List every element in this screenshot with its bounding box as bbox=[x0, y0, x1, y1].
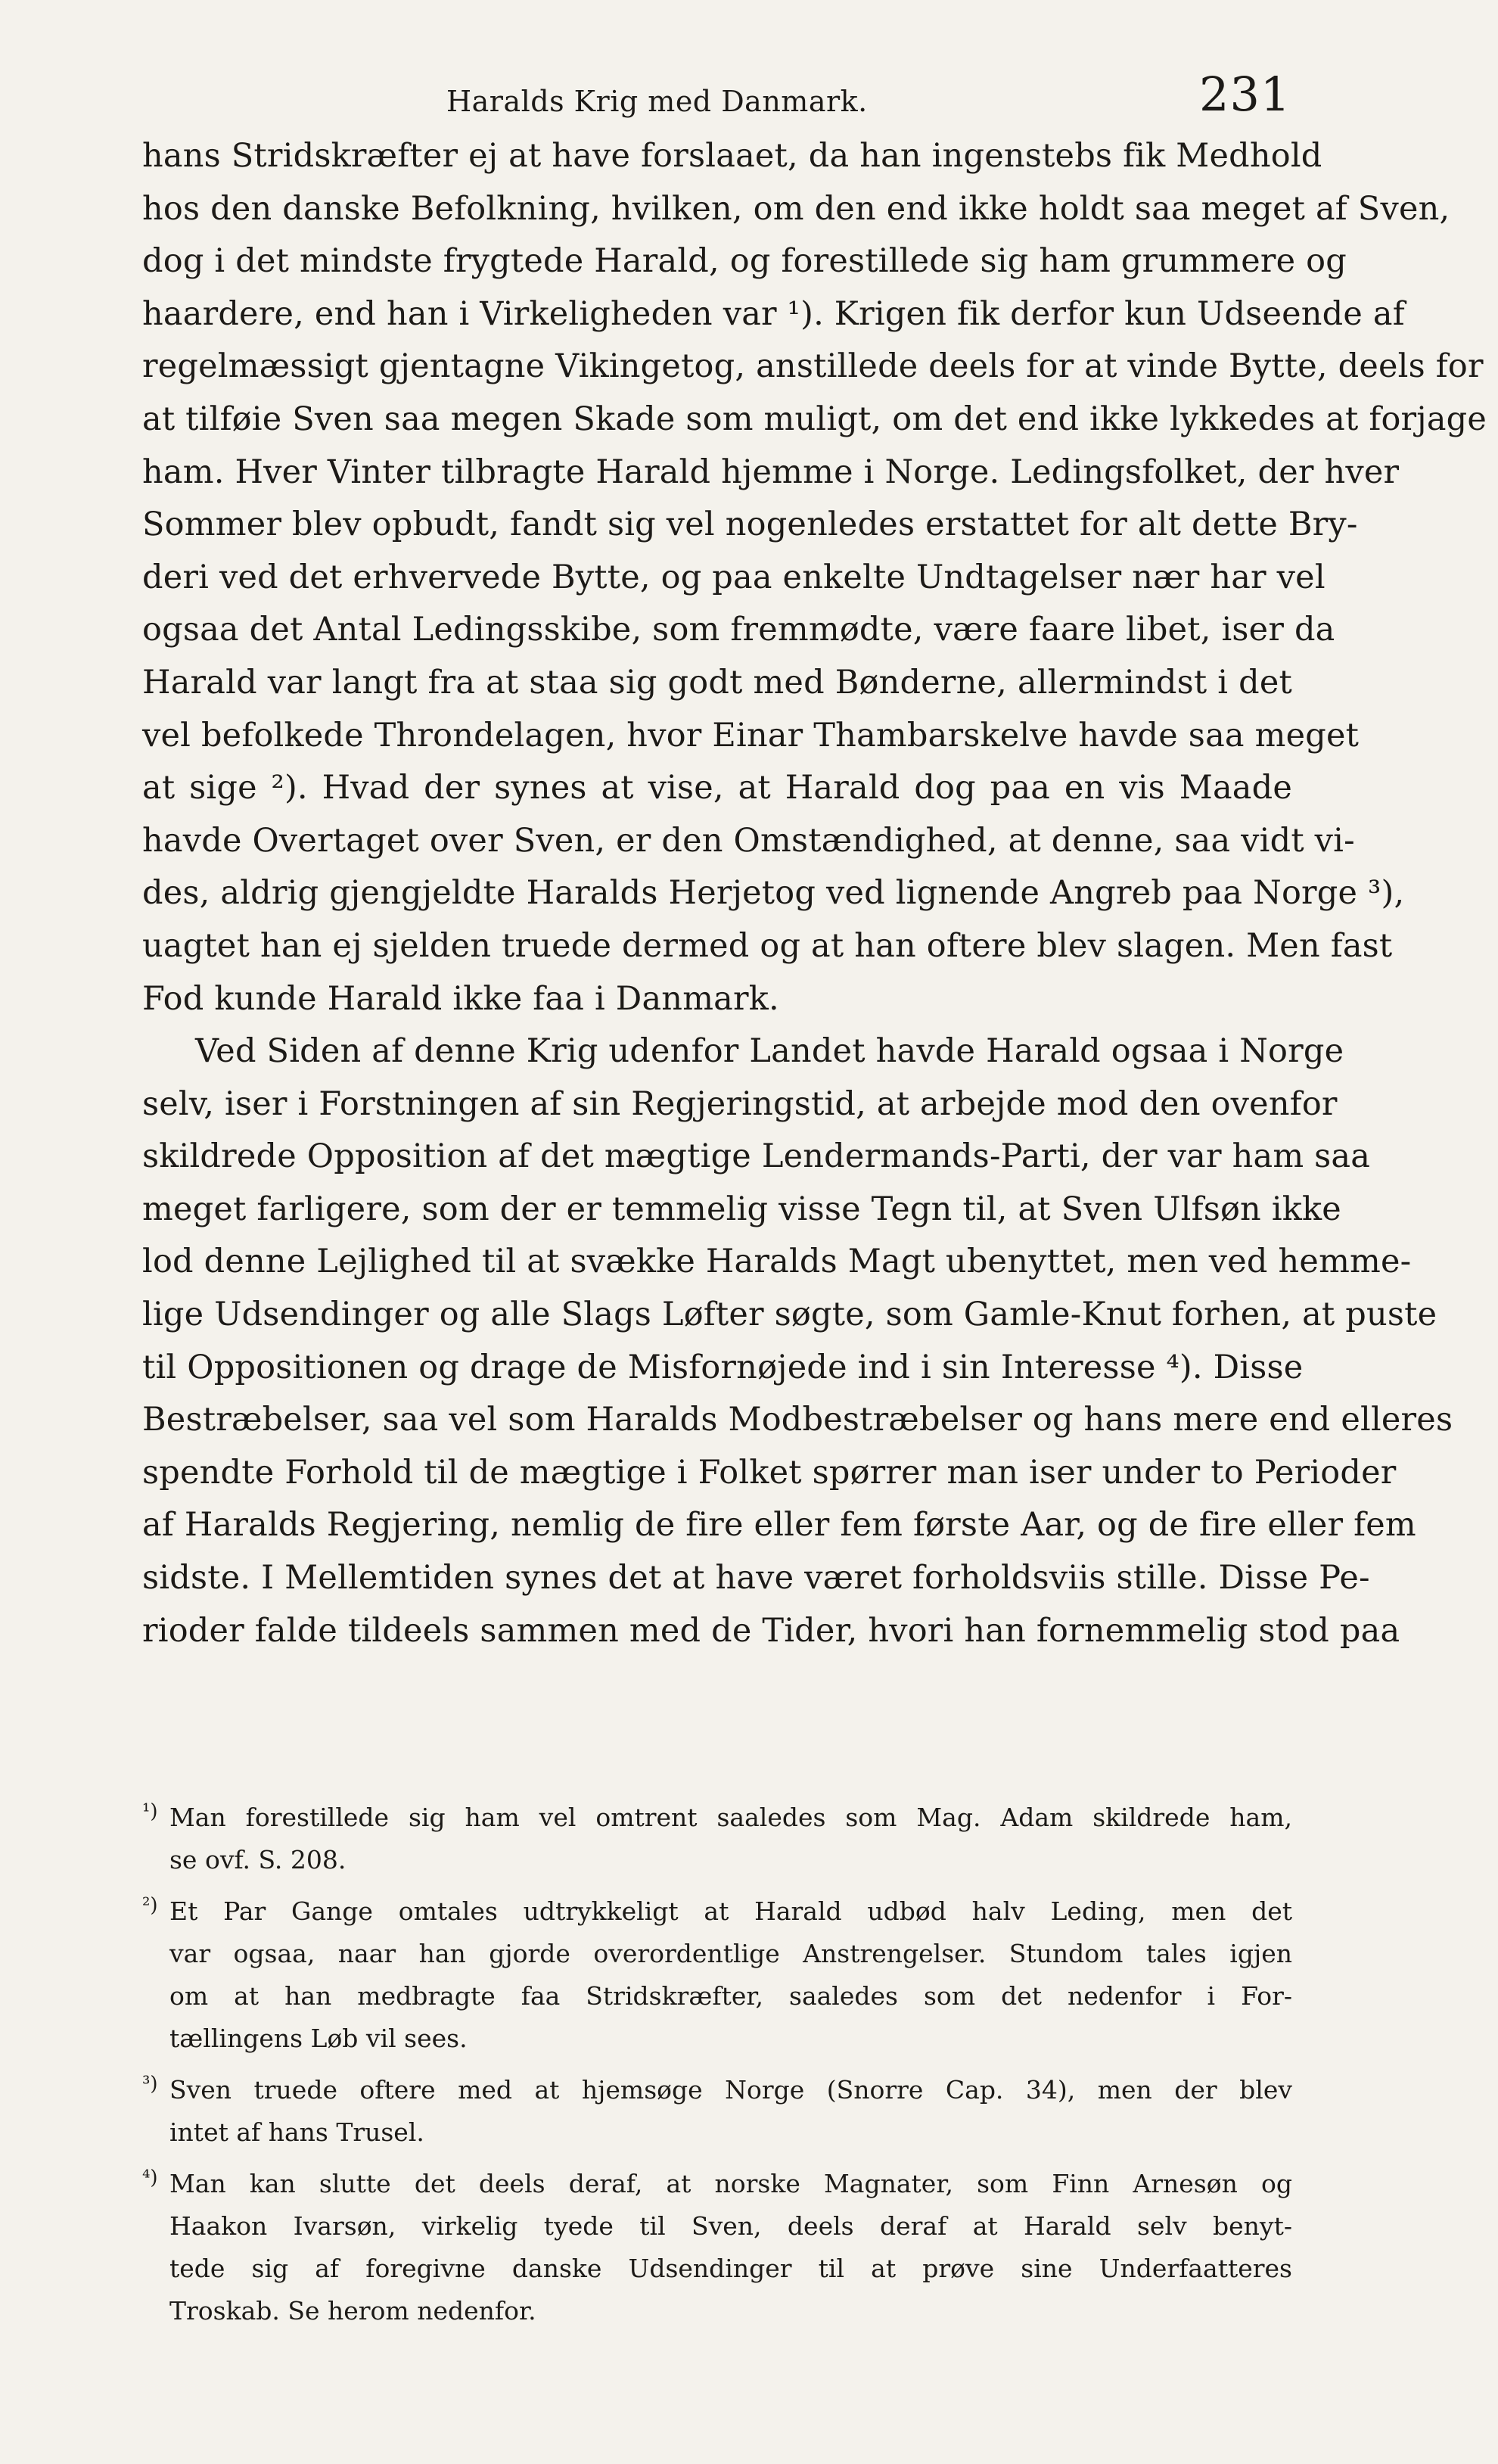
text-line: haardere, end han i Virkeligheden var ¹). Krigen fik derfor kun Udseende af bbox=[142, 294, 1405, 333]
text-line: havde Overtaget over Sven, er den Omstændighed, at denne, saa vidt vi- bbox=[142, 821, 1355, 860]
footnote-4 bbox=[142, 2163, 1292, 2332]
text-line: uagtet han ej sjelden truede dermed og at han oftere blev slagen. Men fast bbox=[142, 926, 1393, 965]
text-line: Harald var langt fra at staa sig godt med Bønderne, allermindst i det bbox=[142, 663, 1292, 702]
page-number: 231 bbox=[1199, 67, 1291, 122]
footnote-text: Troskab. Se herom nedenfor. bbox=[169, 2296, 536, 2326]
text-line: meget farligere, som der er temmelig visse Tegn til, at Sven Ulfsøn ikke bbox=[142, 1190, 1341, 1228]
text-line: at tilføie Sven saa megen Skade som muligt, om det end ikke lykkedes at forjage bbox=[142, 400, 1487, 438]
text-line: dog i det mindste frygtede Harald, og forestillede sig ham grummere og bbox=[142, 242, 1347, 281]
footnote-text: Sven truede oftere med at hjemsøge Norge (Snorre Cap. 34), men der blev bbox=[169, 2075, 1292, 2105]
footnote-text: intet af hans Trusel. bbox=[169, 2117, 424, 2147]
text-line: af Haralds Regjering, nemlig de fire eller fem første Aar, og de fire eller fem bbox=[142, 1506, 1416, 1545]
text-line: hans Stridskræfter ej at have forslaaet, da han ingenstebs fik Medhold bbox=[142, 137, 1322, 175]
text-line: regelmæssigt gjentagne Vikingetog, anstillede deels for at vinde Bytte, deels for bbox=[142, 347, 1484, 386]
text-line: Sommer blev opbudt, fandt sig vel nogenledes erstattet for alt dette Bry- bbox=[142, 506, 1358, 544]
footnote-marker: ³) bbox=[142, 2073, 158, 2095]
text-line: Bestræbelser, saa vel som Haralds Modbestræbelser og hans mere end elleres bbox=[142, 1401, 1453, 1439]
footnote-2 bbox=[142, 1890, 1292, 2060]
footnote-marker: ⁴) bbox=[142, 2167, 158, 2189]
text-line: ham. Hver Vinter tilbragte Harald hjemme i Norge. Ledingsfolket, der hver bbox=[142, 453, 1400, 491]
footnote-text: se ovf. S. 208. bbox=[169, 1845, 347, 1874]
footnote-marker: ²) bbox=[142, 1894, 158, 1917]
text-line: sidste. I Mellemtiden synes det at have været forholdsviis stille. Disse Pe- bbox=[142, 1559, 1370, 1598]
footnote-1 bbox=[142, 1797, 1292, 1881]
footnote-text: tede sig af foregivne danske Udsendinger til at prøve sine Underfaatteres bbox=[169, 2254, 1292, 2283]
text-line: til Oppositionen og drage de Misfornøjede ind i sin Interesse ⁴). Disse bbox=[142, 1348, 1304, 1386]
text-line: rioder falde tildeels sammen med de Tider, hvori han fornemmelig stod paa bbox=[142, 1611, 1400, 1650]
text-line: hos den danske Befolkning, hvilken, om den end ikke holdt saa meget af Sven, bbox=[142, 189, 1450, 228]
text-line: skildrede Opposition af det mægtige Lendermands-Parti, der var ham saa bbox=[142, 1137, 1371, 1176]
text-line: vel befolkede Throndelagen, hvor Einar Thambarskelve havde saa meget bbox=[142, 716, 1360, 754]
footnotes bbox=[142, 1797, 1292, 2341]
footnote-text: tællingens Løb vil sees. bbox=[169, 2024, 468, 2053]
footnote-3 bbox=[142, 2069, 1292, 2154]
text-line: Fod kunde Harald ikke faa i Danmark. bbox=[142, 979, 779, 1018]
footnote-text: Man forestillede sig ham vel omtrent saaledes som Mag. Adam skildrede ham, bbox=[169, 1803, 1292, 1832]
text-line: deri ved det erhvervede Bytte, og paa enkelte Undtagelser nær har vel bbox=[142, 558, 1326, 596]
text-line: des, aldrig gjengjeldte Haralds Herjetog ved lignende Angreb paa Norge ³), bbox=[142, 874, 1405, 913]
body-text bbox=[142, 130, 1487, 1657]
text-line: spendte Forhold til de mægtige i Folket spørrer man iser under to Perioder bbox=[142, 1453, 1397, 1492]
footnote-text: var ogsaa, naar han gjorde overordentlige Anstrengelser. Stundom tales igjen bbox=[169, 1939, 1292, 1968]
footnote-text: Et Par Gange omtales udtrykkeligt at Harald udbød halv Leding, men det bbox=[169, 1896, 1292, 1926]
text-line-paragraph-start: Ved Siden af denne Krig udenfor Landet havde Harald ogsaa i Norge bbox=[195, 1032, 1344, 1071]
text-line: lod denne Lejlighed til at svække Haralds Magt ubenyttet, men ved hemme- bbox=[142, 1243, 1412, 1281]
running-title: Haralds Krig med Danmark. bbox=[446, 85, 868, 118]
footnote-text: om at han medbragte faa Stridskræfter, saaledes som det nedenfor i For- bbox=[169, 1981, 1292, 2011]
text-line: at sige ²). Hvad der synes at vise, at Harald dog paa en vis Maade bbox=[142, 769, 1292, 807]
text-line: selv, iser i Forstningen af sin Regjeringstid, at arbejde mod den ovenfor bbox=[142, 1084, 1338, 1123]
footnote-text: Man kan slutte det deels deraf, at norske Magnater, som Finn Arnesøn og bbox=[169, 2169, 1292, 2198]
text-line: lige Udsendinger og alle Slags Løfter søgte, som Gamle-Knut forhen, at puste bbox=[142, 1296, 1437, 1334]
footnote-text: Haakon Ivarsøn, virkelig tyede til Sven, deels deraf at Harald selv benyt- bbox=[169, 2211, 1292, 2241]
footnote-marker: ¹) bbox=[142, 1800, 158, 1823]
text-line: ogsaa det Antal Ledingsskibe, som fremmødte, være faare libet, iser da bbox=[142, 611, 1335, 649]
